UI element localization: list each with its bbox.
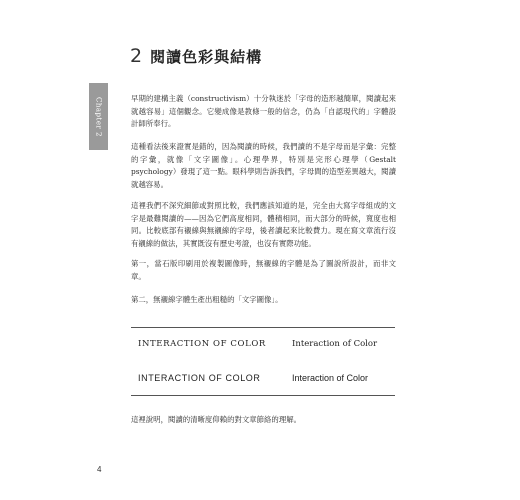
paragraph: 第一，當石版印刷用於複製圖像時，無襯線的字體是為了圖說所設計，而非文章。 xyxy=(131,259,396,281)
paragraph: 這種看法後來證實是錯的，因為閱讀的時候，我們讀的不是字母而是字彙：完整的字彙，就像「文字圖像」。心理學界，特別是完形心理學（Gestalt psychology）發現了這一點。眼科學則告訴我們，字母間的造型差異越大，閱讀就越容易。 xyxy=(131,142,396,189)
chapter-tab xyxy=(89,83,108,150)
page-number: 4 xyxy=(97,465,102,474)
paragraph: 這裡說明，閱讀的清晰度仰賴的對文章節絡的理解。 xyxy=(131,415,301,424)
sample-sans-mixedcase: Interaction of Color xyxy=(292,373,369,383)
chapter-number: 2 xyxy=(130,45,143,67)
chapter-title: 閱讀色彩與結構 xyxy=(150,48,263,66)
paragraph: 第二，無襯線字體生產出粗糙的「文字圖像」。 xyxy=(131,295,283,304)
paragraph: 這裡我們不深究細節或對照比較，我們應該知道的是，完全由大寫字母組成的文字是最難閱讀的——因為它們高度相同，體積相同，而大部分的時候，寬度也相同。比較底部有襯線與無襯線的字母，後者讀起來比較費力。現在寫文章流行沒有襯線的做法，其實既沒有歷史考證，也沒有實際功能。 xyxy=(131,201,396,248)
sample-sans-uppercase: INTERACTION OF COLOR xyxy=(138,373,261,383)
paragraph: 早期的建構主義（constructivism）十分執迷於「字母的造形越簡單，閱讀起來就越容易」這個觀念。它變成像是教條一般的信念，仍為「自認現代的」字體設計師所奉行。 xyxy=(131,94,396,128)
chapter-tab-label: Chapter 2 xyxy=(94,96,103,137)
sample-serif-uppercase: INTERACTION OF COLOR xyxy=(138,339,266,349)
divider-top xyxy=(131,327,395,328)
sample-serif-mixedcase: Interaction of Color xyxy=(292,339,378,349)
chapter-heading xyxy=(130,45,262,67)
divider-bottom xyxy=(131,395,395,396)
